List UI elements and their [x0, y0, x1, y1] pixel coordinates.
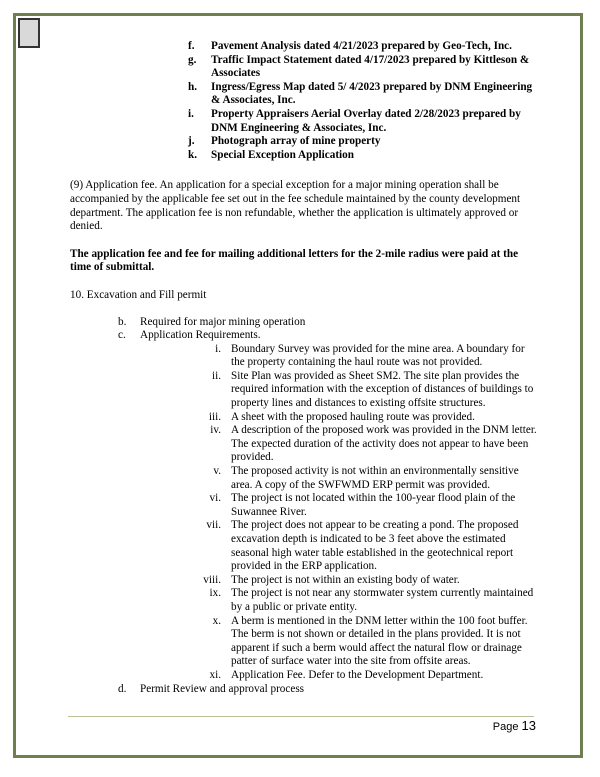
page-label: Page [492, 721, 519, 733]
list-text: Traffic Impact Statement dated 4/17/2023 prepared by Kittleson & Associates [211, 53, 530, 80]
list-item [70, 615, 540, 669]
list-marker: xi. [209, 668, 221, 681]
list-marker: i. [215, 342, 221, 355]
list-item [70, 519, 540, 573]
list-marker: vii. [206, 519, 221, 532]
list-item [70, 370, 540, 411]
list-item [70, 40, 540, 54]
list-marker: j. [188, 135, 195, 148]
list-item [70, 329, 540, 343]
list-text: The proposed activity is not within an environmentally sensitive area. A copy of the SWFWMD ERP permit was provided. [231, 465, 519, 491]
list-item [70, 54, 540, 81]
requirements-list [70, 316, 540, 343]
page-number-value: 13 [521, 718, 536, 733]
final-requirements-list [70, 683, 540, 697]
list-text: Ingress/Egress Map dated 5/ 4/2023 prepared by DNM Engineering & Associates, Inc. [211, 80, 533, 107]
list-marker: ii. [211, 369, 221, 382]
list-text: Required for major mining operation [140, 315, 306, 328]
list-marker: d. [118, 682, 127, 695]
list-item [70, 343, 540, 370]
list-text: The project does not appear to be creating a pond. The proposed excavation depth is indicated to be 3 feet above the estimated seasonal high water table established in the geotechnical report provided in the ERP application. [231, 519, 519, 573]
list-text: The project is not located within the 100-year flood plain of the Suwannee River. [231, 492, 516, 518]
list-item [70, 574, 540, 588]
list-text: The project is not within an existing body of water. [231, 573, 460, 586]
application-requirements-list [70, 343, 540, 683]
list-marker: i. [188, 107, 194, 120]
corner-marker [18, 18, 40, 48]
list-marker: iii. [208, 410, 221, 423]
list-marker: x. [212, 614, 221, 627]
list-text: A description of the proposed work was provided in the DNM letter. The expected duration of the activity does not appear to have been provided. [231, 424, 537, 464]
fee-statement: The application fee and fee for mailing additional letters for the 2-mile radius were paid at the time of submittal. [70, 247, 519, 274]
list-text: Boundary Survey was provided for the mine area. A boundary for the property containing the haul route was not provided. [231, 342, 525, 369]
list-item [70, 81, 540, 108]
list-marker: h. [188, 80, 198, 93]
list-text: A berm is mentioned in the DNM letter within the 100 foot buffer. The berm is not shown or detailed in the plans provided. It is not apparent if such a berm would affect the natural flow or drainage patter of surface water into the site from offsite areas. [231, 614, 528, 668]
fee-paragraph: (9) Application fee. An application for a special exception for a major mining operation shall be accompanied by the applicable fee set out in the fee schedule maintained by the county development department. The application fee is non refundable, whether the application is ultimately approved or denied. [70, 179, 521, 233]
section-heading: 10. Excavation and Fill permit [70, 288, 207, 301]
list-item [70, 587, 540, 614]
list-marker: g. [188, 53, 197, 66]
list-item [70, 149, 540, 163]
list-item [70, 411, 540, 425]
list-marker: k. [188, 148, 198, 161]
list-marker: b. [118, 315, 127, 328]
list-item [70, 465, 540, 492]
list-text: Site Plan was provided as Sheet SM2. The site plan provides the required information with the exception of distances of buildings to property lines and distances to existing offsite structures. [231, 369, 534, 410]
list-marker: viii. [203, 573, 221, 586]
list-item [70, 316, 540, 330]
list-marker: vi. [209, 492, 221, 505]
list-text: Special Exception Application [211, 148, 354, 161]
list-item [70, 424, 540, 465]
list-text: Pavement Analysis dated 4/21/2023 prepared by Geo-Tech, Inc. [211, 40, 512, 52]
list-marker: v. [213, 465, 221, 478]
list-text: Permit Review and approval process [140, 682, 305, 695]
list-item [70, 492, 540, 519]
list-marker: f. [188, 40, 195, 52]
list-marker: ix. [209, 587, 221, 600]
attachment-list [70, 40, 540, 162]
list-item [70, 135, 540, 149]
list-text: A sheet with the proposed hauling route was provided. [231, 410, 475, 423]
list-item [70, 108, 540, 135]
list-text: Application Fee. Defer to the Development Department. [231, 668, 484, 681]
list-item [70, 669, 540, 683]
document-body [70, 40, 540, 696]
list-text: Property Appraisers Aerial Overlay dated 2/28/2023 prepared by DNM Engineering & Associates, Inc. [211, 107, 521, 134]
list-text: Application Requirements. [140, 329, 261, 342]
footer-rule [68, 716, 534, 717]
list-marker: iv. [210, 424, 221, 437]
page-number [493, 718, 536, 733]
list-marker: c. [118, 329, 126, 342]
list-item [70, 683, 540, 697]
list-text: The project is not near any stormwater system currently maintained by a public or private entity. [231, 587, 534, 613]
list-text: Photograph array of mine property [211, 135, 381, 148]
